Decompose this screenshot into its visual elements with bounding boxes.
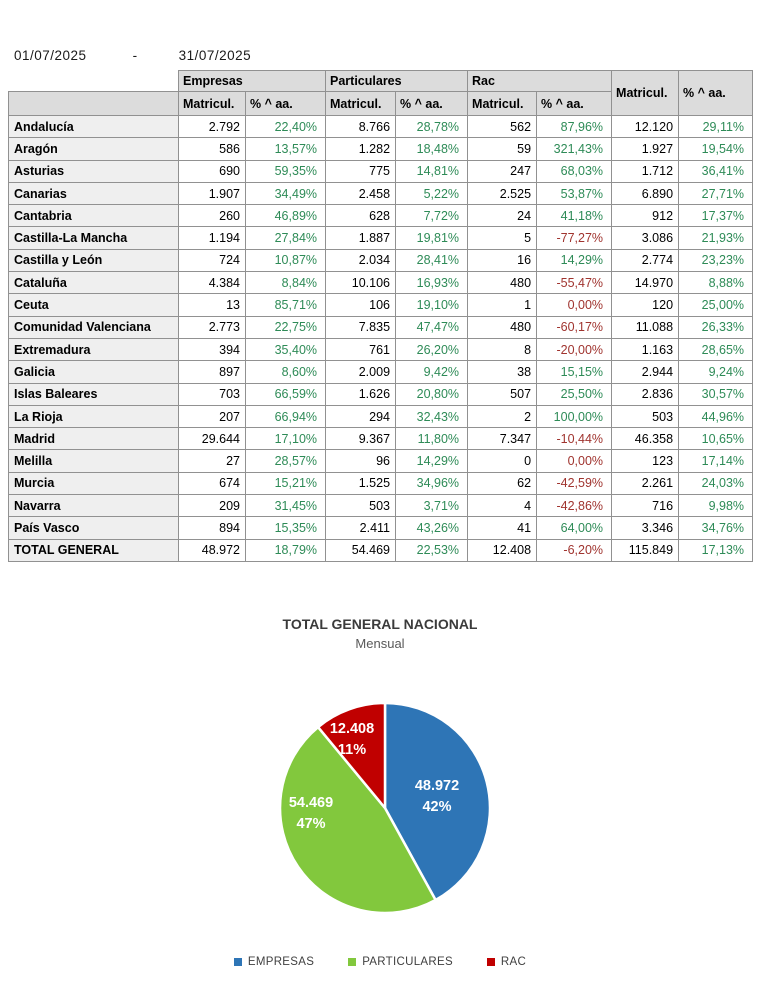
pct-cell: 26,20%	[396, 338, 468, 360]
matricul-cell: 59	[468, 138, 537, 160]
pct-cell: 7,72%	[396, 205, 468, 227]
pct-cell: 17,13%	[679, 539, 753, 561]
matricul-cell: 724	[179, 249, 246, 271]
pct-cell: 44,96%	[679, 405, 753, 427]
legend-item-particulares[interactable]	[348, 956, 453, 968]
pct-cell: 8,84%	[246, 272, 326, 294]
matricul-cell: 247	[468, 160, 537, 182]
pct-cell: 46,89%	[246, 205, 326, 227]
pie-label-pct: 42%	[422, 799, 452, 815]
pct-cell: 15,35%	[246, 517, 326, 539]
matricul-cell: 27	[179, 450, 246, 472]
matricul-cell: 503	[326, 495, 396, 517]
matricul-cell: 8.766	[326, 116, 396, 138]
pct-cell: 0,00%	[537, 294, 612, 316]
matricul-cell: 1.194	[179, 227, 246, 249]
matricul-cell: 1.887	[326, 227, 396, 249]
matricul-cell: 14.970	[612, 272, 679, 294]
matricul-cell: 674	[179, 472, 246, 494]
region-name: Andalucía	[9, 116, 179, 138]
pct-cell: 17,37%	[679, 205, 753, 227]
matricul-cell: 46.358	[612, 428, 679, 450]
matricul-cell: 0	[468, 450, 537, 472]
matricul-cell: 1.282	[326, 138, 396, 160]
region-name: Castilla y León	[9, 249, 179, 271]
legend-label: PARTICULARES	[362, 956, 453, 968]
matricul-cell: 716	[612, 495, 679, 517]
pct-cell: 17,10%	[246, 428, 326, 450]
table-row	[9, 182, 753, 204]
rac-pct-header: % ^ aa.	[537, 92, 612, 116]
table-row	[9, 160, 753, 182]
matricul-cell: 2.836	[612, 383, 679, 405]
matricul-cell: 8	[468, 338, 537, 360]
pct-cell: 25,50%	[537, 383, 612, 405]
rac-matricul-header: Matricul.	[468, 92, 537, 116]
matricul-cell: 394	[179, 338, 246, 360]
table-row	[9, 450, 753, 472]
region-name: Asturias	[9, 160, 179, 182]
matricul-cell: 12.120	[612, 116, 679, 138]
group-header-particulares: Particulares	[326, 71, 468, 92]
pct-cell: 36,41%	[679, 160, 753, 182]
empresas-pct-header: % ^ aa.	[246, 92, 326, 116]
pct-cell: 22,40%	[246, 116, 326, 138]
blank-corner-cell	[9, 71, 179, 92]
pie-label-value: 54.469	[288, 795, 334, 811]
matricul-cell: 106	[326, 294, 396, 316]
table-total-row	[9, 539, 753, 561]
legend-swatch-icon	[348, 958, 356, 966]
matricul-cell: 2.525	[468, 182, 537, 204]
pie-chart	[0, 660, 760, 940]
pct-cell: 23,23%	[679, 249, 753, 271]
table-row	[9, 316, 753, 338]
region-name: Melilla	[9, 450, 179, 472]
matricul-cell: 16	[468, 249, 537, 271]
table-row	[9, 138, 753, 160]
region-name: Navarra	[9, 495, 179, 517]
legend-label: RAC	[500, 956, 527, 968]
matricul-cell: 1.525	[326, 472, 396, 494]
matricul-cell: 54.469	[326, 539, 396, 561]
table-row	[9, 294, 753, 316]
matricul-cell: 7.347	[468, 428, 537, 450]
matricul-cell: 294	[326, 405, 396, 427]
matricul-cell: 4	[468, 495, 537, 517]
matricul-cell: 1.712	[612, 160, 679, 182]
pct-cell: 35,40%	[246, 338, 326, 360]
pct-cell: 28,57%	[246, 450, 326, 472]
pct-cell: 25,00%	[679, 294, 753, 316]
matricul-cell: 209	[179, 495, 246, 517]
pct-cell: 41,18%	[537, 205, 612, 227]
pct-cell: 100,00%	[537, 405, 612, 427]
region-name: Madrid	[9, 428, 179, 450]
matricul-cell: 480	[468, 272, 537, 294]
pie-label-pct: 47%	[296, 816, 326, 832]
particulares-pct-header: % ^ aa.	[396, 92, 468, 116]
pct-cell: 9,24%	[679, 361, 753, 383]
pct-cell: 27,84%	[246, 227, 326, 249]
pct-cell: -6,20%	[537, 539, 612, 561]
region-name: Islas Baleares	[9, 383, 179, 405]
region-name: Murcia	[9, 472, 179, 494]
pct-cell: 19,81%	[396, 227, 468, 249]
pct-cell: 18,48%	[396, 138, 468, 160]
legend-swatch-icon	[234, 958, 242, 966]
matricul-cell: 586	[179, 138, 246, 160]
chart-subtitle: Mensual	[355, 636, 405, 651]
matricul-cell: 2	[468, 405, 537, 427]
matricul-cell: 897	[179, 361, 246, 383]
pie-label-value: 12.408	[329, 721, 375, 737]
pct-cell: 19,10%	[396, 294, 468, 316]
pct-cell: 28,41%	[396, 249, 468, 271]
matricul-cell: 3.086	[612, 227, 679, 249]
pct-cell: 18,79%	[246, 539, 326, 561]
matricul-cell: 6.890	[612, 182, 679, 204]
pct-cell: 9,42%	[396, 361, 468, 383]
pie-chart-svg	[0, 660, 760, 940]
legend-swatch-icon	[487, 958, 495, 966]
matricul-cell: 2.944	[612, 361, 679, 383]
pct-cell: 34,96%	[396, 472, 468, 494]
legend-item-rac[interactable]	[487, 956, 526, 968]
pct-cell: 15,15%	[537, 361, 612, 383]
pct-cell: 13,57%	[246, 138, 326, 160]
matricul-cell: 503	[612, 405, 679, 427]
table-row	[9, 227, 753, 249]
group-header-empresas: Empresas	[179, 71, 326, 92]
matricul-cell: 7.835	[326, 316, 396, 338]
pct-cell: 34,76%	[679, 517, 753, 539]
pct-cell: 66,59%	[246, 383, 326, 405]
pct-cell: 59,35%	[246, 160, 326, 182]
matricul-cell: 1	[468, 294, 537, 316]
pie-label-value: 48.972	[414, 778, 460, 794]
matricul-cell: 703	[179, 383, 246, 405]
region-name: País Vasco	[9, 517, 179, 539]
registrations-table	[8, 70, 753, 562]
table-row	[9, 383, 753, 405]
matricul-cell: 2.261	[612, 472, 679, 494]
pct-cell: 8,60%	[246, 361, 326, 383]
region-name: Cantabria	[9, 205, 179, 227]
pct-cell: 68,03%	[537, 160, 612, 182]
pct-cell: 87,96%	[537, 116, 612, 138]
pct-cell: 66,94%	[246, 405, 326, 427]
matricul-cell: 2.773	[179, 316, 246, 338]
pct-cell: 3,71%	[396, 495, 468, 517]
matricul-cell: 96	[326, 450, 396, 472]
region-name: La Rioja	[9, 405, 179, 427]
region-name: Comunidad Valenciana	[9, 316, 179, 338]
date-start: 01/07/2025	[14, 48, 87, 63]
matricul-cell: 120	[612, 294, 679, 316]
matricul-cell: 690	[179, 160, 246, 182]
matricul-cell: 894	[179, 517, 246, 539]
date-end: 31/07/2025	[178, 48, 252, 63]
matricul-cell: 9.367	[326, 428, 396, 450]
pct-cell: 9,98%	[679, 495, 753, 517]
matricul-cell: 562	[468, 116, 537, 138]
matricul-cell: 207	[179, 405, 246, 427]
pct-cell: 64,00%	[537, 517, 612, 539]
matricul-cell: 5	[468, 227, 537, 249]
region-name: Cataluña	[9, 272, 179, 294]
pie-label-pct: 11%	[337, 742, 367, 758]
pct-cell: 14,29%	[537, 249, 612, 271]
pct-cell: 53,87%	[537, 182, 612, 204]
matricul-cell: 2.034	[326, 249, 396, 271]
pct-cell: -10,44%	[537, 428, 612, 450]
region-name: Canarias	[9, 182, 179, 204]
pct-cell: 15,21%	[246, 472, 326, 494]
matricul-cell: 775	[326, 160, 396, 182]
pct-cell: 14,81%	[396, 160, 468, 182]
matricul-cell: 1.907	[179, 182, 246, 204]
matricul-cell: 1.626	[326, 383, 396, 405]
pct-cell: 34,49%	[246, 182, 326, 204]
matricul-cell: 628	[326, 205, 396, 227]
region-name: Aragón	[9, 138, 179, 160]
matricul-cell: 480	[468, 316, 537, 338]
matricul-cell: 2.792	[179, 116, 246, 138]
matricul-cell: 2.411	[326, 517, 396, 539]
pct-cell: 10,65%	[679, 428, 753, 450]
matricul-cell: 761	[326, 338, 396, 360]
matricul-cell: 2.009	[326, 361, 396, 383]
particulares-matricul-header: Matricul.	[326, 92, 396, 116]
region-name: Extremadura	[9, 338, 179, 360]
matricul-cell: 123	[612, 450, 679, 472]
matricul-cell: 4.384	[179, 272, 246, 294]
pct-cell: 26,33%	[679, 316, 753, 338]
pct-cell: 14,29%	[396, 450, 468, 472]
pct-cell: 20,80%	[396, 383, 468, 405]
legend-item-empresas[interactable]	[234, 956, 314, 968]
total-matricul-header: Matricul.	[612, 71, 679, 116]
pct-cell: 5,22%	[396, 182, 468, 204]
chart-title: TOTAL GENERAL NACIONAL	[282, 616, 478, 632]
pct-cell: 47,47%	[396, 316, 468, 338]
region-name: TOTAL GENERAL	[9, 539, 179, 561]
total-pct-header: % ^ aa.	[679, 71, 753, 116]
matricul-cell: 13	[179, 294, 246, 316]
pct-cell: 10,87%	[246, 249, 326, 271]
matricul-cell: 41	[468, 517, 537, 539]
empresas-matricul-header: Matricul.	[179, 92, 246, 116]
pct-cell: -42,86%	[537, 495, 612, 517]
pct-cell: -77,27%	[537, 227, 612, 249]
pct-cell: 11,80%	[396, 428, 468, 450]
table-row	[9, 472, 753, 494]
table-body	[9, 116, 753, 562]
pct-cell: 31,45%	[246, 495, 326, 517]
pct-cell: 43,26%	[396, 517, 468, 539]
matricul-cell: 3.346	[612, 517, 679, 539]
region-header-cell	[9, 92, 179, 116]
matricul-cell: 48.972	[179, 539, 246, 561]
pct-cell: 19,54%	[679, 138, 753, 160]
pct-cell: -55,47%	[537, 272, 612, 294]
region-name: Ceuta	[9, 294, 179, 316]
pct-cell: 0,00%	[537, 450, 612, 472]
group-header-rac: Rac	[468, 71, 612, 92]
table-row	[9, 338, 753, 360]
legend-label: EMPRESAS	[247, 956, 315, 968]
table-row	[9, 428, 753, 450]
pct-cell: 85,71%	[246, 294, 326, 316]
matricul-cell: 912	[612, 205, 679, 227]
region-name: Castilla-La Mancha	[9, 227, 179, 249]
matricul-cell: 115.849	[612, 539, 679, 561]
pct-cell: 32,43%	[396, 405, 468, 427]
table-row	[9, 205, 753, 227]
table-group-header-row	[9, 71, 753, 92]
pct-cell: -42,59%	[537, 472, 612, 494]
pct-cell: 16,93%	[396, 272, 468, 294]
matricul-cell: 12.408	[468, 539, 537, 561]
table-row	[9, 495, 753, 517]
pct-cell: 321,43%	[537, 138, 612, 160]
matricul-cell: 29.644	[179, 428, 246, 450]
pct-cell: 28,78%	[396, 116, 468, 138]
pct-cell: 21,93%	[679, 227, 753, 249]
matricul-cell: 62	[468, 472, 537, 494]
region-name: Galicia	[9, 361, 179, 383]
table-row	[9, 361, 753, 383]
matricul-cell: 2.774	[612, 249, 679, 271]
matricul-cell: 38	[468, 361, 537, 383]
table-row	[9, 272, 753, 294]
matricul-cell: 507	[468, 383, 537, 405]
matricul-cell: 1.163	[612, 338, 679, 360]
matricul-cell: 10.106	[326, 272, 396, 294]
matricul-cell: 1.927	[612, 138, 679, 160]
chart-legend	[0, 956, 760, 968]
pct-cell: -20,00%	[537, 338, 612, 360]
pct-cell: 24,03%	[679, 472, 753, 494]
pct-cell: 30,57%	[679, 383, 753, 405]
table-row	[9, 517, 753, 539]
pct-cell: 8,88%	[679, 272, 753, 294]
pct-cell: 22,53%	[396, 539, 468, 561]
matricul-cell: 2.458	[326, 182, 396, 204]
pct-cell: 29,11%	[679, 116, 753, 138]
table-row	[9, 249, 753, 271]
date-separator: -	[132, 48, 138, 63]
pct-cell: 27,71%	[679, 182, 753, 204]
table-row	[9, 405, 753, 427]
matricul-cell: 260	[179, 205, 246, 227]
pct-cell: 17,14%	[679, 450, 753, 472]
date-range	[14, 48, 251, 63]
pct-cell: 22,75%	[246, 316, 326, 338]
pct-cell: 28,65%	[679, 338, 753, 360]
table-row	[9, 116, 753, 138]
pct-cell: -60,17%	[537, 316, 612, 338]
matricul-cell: 11.088	[612, 316, 679, 338]
matricul-cell: 24	[468, 205, 537, 227]
